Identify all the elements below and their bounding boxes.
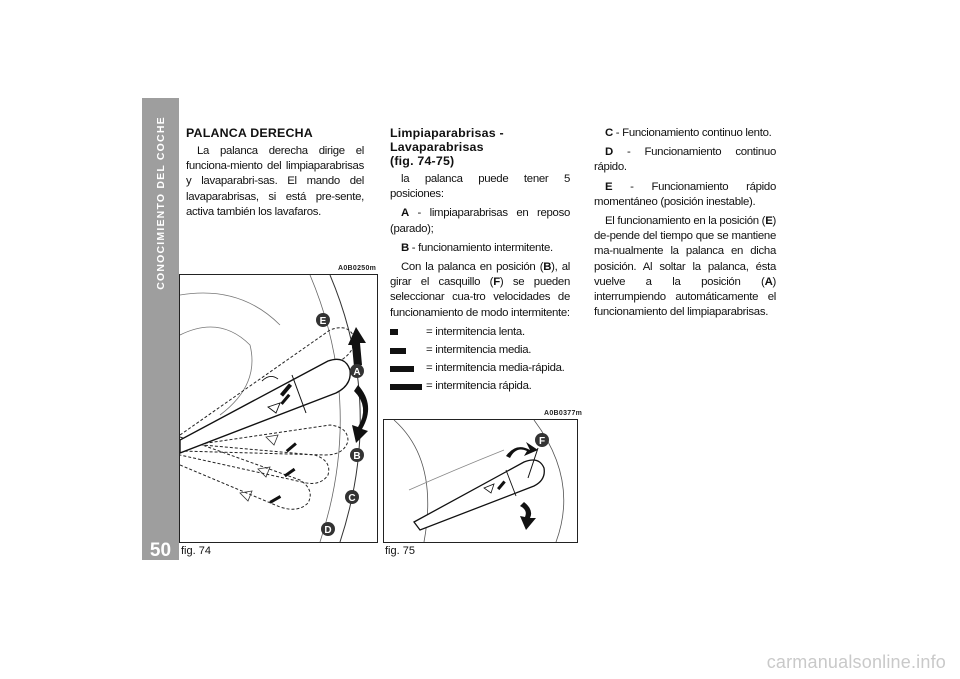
position-d-label: D [605,146,613,159]
marker-b [286,442,297,452]
position-d-text: - Funcionamiento continuo rápido. [594,146,776,174]
position-e-text: - Funcionamiento rápido momentáneo (posición inestable). [594,180,776,208]
position-c [594,126,776,141]
column-wiper [390,126,570,398]
position-b-label: B [401,241,409,254]
badge-c-text: C [348,493,356,504]
position-b-text: - funcionamiento intermitente. [408,241,553,254]
position-a-label: A [401,207,409,220]
speed-bar [390,348,406,354]
right-lever-paragraph: La palanca derecha dirige el funciona-miento del limpiaparabrisas y lavaparabri-sas. El mando del lavaparabrisas, si está pre-sente, activa también los lavafaros. [186,145,364,218]
lever-position-c [180,443,329,483]
washer-symbol [262,376,278,381]
watermark: carmanualsonline.info [766,652,946,672]
figure-74 [179,274,378,543]
speed-list [390,325,570,395]
position-a [390,206,570,236]
section-title [142,98,179,308]
position-c-text: - Funcionamiento continuo lento. [612,127,772,139]
e-paragraph-text-3: ) interrumpiendo automáticamente el funcionamiento del limpiaparabrisas. [594,275,776,319]
speed-text: = intermitencia rápida. [426,380,532,393]
speed-indicator [390,366,426,372]
speed-text: = intermitencia lenta. [426,325,525,338]
e-paragraph-label-e: E [765,215,773,228]
speed-indicator [390,348,426,354]
speed-text: = intermitencia media-rápida. [426,362,565,375]
badge-f-text: F [538,436,546,447]
speed-indicator [390,329,426,335]
figure-75-caption: fig. 75 [385,545,415,557]
badge-c [345,490,359,504]
heading-right-lever: PALANCA DERECHA [186,126,313,140]
speed-row [390,379,570,394]
intermittent-label-f: F [493,276,500,289]
intermittent-label-b: B [543,261,552,274]
position-c-label: C [605,127,613,139]
wiper-symbol-c [258,467,270,477]
position-a-text: - limpiaparabrisas en reposo (parado); [390,207,570,235]
rotation-arrow-up [506,442,538,458]
figure-74-illustration [180,275,377,542]
position-e-label: E [605,180,613,193]
figure-75-code: A0B0377m [544,410,583,417]
intermittent-text-3: ) se pueden seleccionar cua-tro velocidades de funcionamiento de modo intermitente: [390,276,570,319]
position-d [594,145,776,175]
intermittent-text-1: Con la palanca en posición ( [401,261,544,274]
figure-75-illustration [384,420,577,542]
lever-main [180,359,350,453]
positions-intro: la palanca puede tener 5 posiciones: [390,173,570,201]
heading-wiper-line2: (fig. 74-75) [390,154,455,168]
position-e-paragraph [594,214,776,320]
speed-row [390,343,570,358]
dash-outline [180,293,280,325]
speed-row [390,361,570,376]
speed-indicator [390,384,426,390]
section-title-text: CONOCIMIENTO DEL COCHE [154,116,167,290]
figure-74-caption: fig. 74 [181,545,211,557]
arrow-up-e [348,327,366,367]
badge-a-text: A [353,367,361,378]
marker-d [269,495,281,504]
e-paragraph-text-1: El funcionamiento en la posición ( [605,215,766,228]
badge-b-text: B [353,451,361,462]
speed-row [390,325,570,340]
e-paragraph-text-2: ) de-pende del tiempo que se mantiene ma-nualmente la palanca en dicha posición. Al soltar la palanca, ésta vuelve a la posición ( [594,215,776,288]
figure-75 [383,419,578,543]
wiper-symbol-b [266,435,278,445]
position-e [594,180,776,210]
page-number: 50 [149,540,172,561]
badge-b [350,448,364,462]
column-right-lever [186,126,364,224]
speed-bar [390,366,414,372]
speed-text: = intermitencia media. [426,344,532,357]
position-b [390,241,570,256]
heading-wiper-line1: Limpiaparabrisas - Lavaparabrisas [390,126,504,154]
intermittent-text-2: ), al girar el casquillo ( [390,261,570,289]
figure-74-code: A0B0250m [338,265,377,272]
heading-wiper [390,126,570,168]
badge-d [321,522,335,536]
badge-f [535,433,549,447]
e-paragraph-label-a: A [764,275,773,288]
badge-e [316,313,330,327]
badge-d-text: D [324,525,332,536]
speed-bar [390,384,422,390]
badge-e-text: E [319,316,327,327]
rotation-arrow-down [520,502,536,530]
badge-a [350,364,364,378]
steering-column-outline [180,327,252,415]
column-wiper-continued [594,126,776,324]
intermittent-paragraph [390,260,570,321]
speed-bar [390,329,398,335]
